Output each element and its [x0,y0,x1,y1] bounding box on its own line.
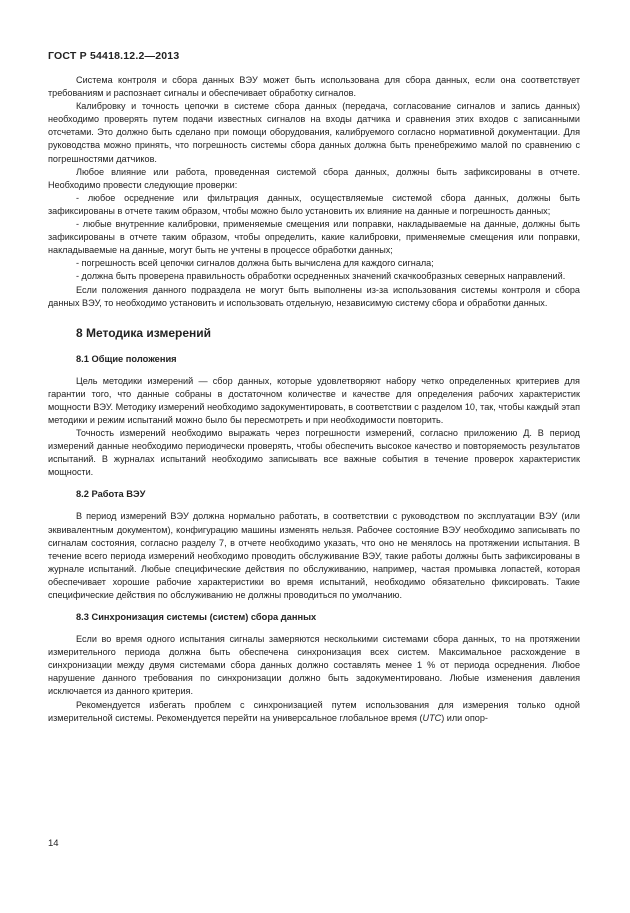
paragraph-text: ) или опор- [441,712,488,723]
paragraph: Если во время одного испытания сигналы замеряются несколькими системами сбора данных, то на протяжении измерительного периода должна быть обеспечена синхронизация всех систем. Максимальное расхождение в синхронизации между двумя системами сбора данных должно составлять менее 1 % от периода осреднения. Любое нарушение данного требования по синхронизации должно быть задокументировано. Любые изменения давления исключается из данного критерия. [48,634,580,697]
list-item: - любое осреднение или фильтрация данных, осуществляемые системой сбора данных, должны быть зафиксированы в отчете таким образом, чтобы можно было установить их влияние на данные и погрешность данных; [48,192,580,216]
paragraph: Любое влияние или работа, проведенная системой сбора данных, должны быть зафиксированы в отчете. Необходимо провести следующие проверки: [48,166,580,190]
paragraph-text: Рекомендуется избегать проблем с синхронизацией путем использования для измерения только одной измерительной системы. Рекомендуется перейти на универсальное глобальное время ( [48,699,580,723]
document-body [48,74,580,725]
list-item: - любые внутренние калибровки, применяемые смещения или поправки, накладываемые на данные, должны быть зафиксированы в отчете таким образом, чтобы определить, какие калибровки, применяемые смещения или поправки, накладываемые на данные, могут быть не учтены в процессе обработки данных; [48,219,580,256]
page-number: 14 [48,838,59,849]
paragraph: Точность измерений необходимо выражать через погрешности измерений, согласно приложению Д. В период измерений данные необходимо периодически проверять, чтобы обеспечить высокое качество и повторяемость результатов испытаний. В журналах испытаний необходимо записывать все важные события в течение проверок характеристик мощности. [48,428,580,478]
document-header: ГОСТ Р 54418.12.2—2013 [48,50,180,62]
subsection-title: 8.1 Общие положения [76,353,177,364]
list-item: - погрешность всей цепочки сигналов должна быть вычислена для каждого сигнала; [76,258,434,269]
subsection-title: 8.3 Синхронизация системы (систем) сбора данных [76,612,317,623]
subsection-title: 8.2 Работа ВЭУ [76,489,146,500]
paragraph [48,699,580,725]
section-title: 8 Методика измерений [76,325,212,340]
paragraph: Если положения данного подраздела не могут быть выполнены из-за использования системы контроля и сбора данных ВЭУ, то необходимо установить и использовать отдельную, независимую систему сбора и обработки данных. [48,284,580,308]
paragraph: Цель методики измерений — сбор данных, которые удовлетворяют набору четко определенных критериев для гарантии того, что данные собраны в достаточном количестве и качестве для определения рабочих характеристик мощности ВЭУ. Методику измерений необходимо задокументировать, в соответствии с разделом 10, так, чтобы каждый этап методики и режим испытаний можно было бы пересмотреть и при необходимости повторить. [48,375,580,425]
paragraph: Калибровку и точность цепочки в системе сбора данных (передача, согласование сигналов и запись данных) необходимо проверять путем подачи известных сигналов на входы датчика и сравнения этих входов с записанными отсчетами. Это должно быть сделано при помощи оборудования, калибруемого согласно нормативной документации. Для руководства можно принять, что погрешность системы сбора данных должна быть пренебрежимо малой по сравнению с погрешностями датчиков. [48,101,580,164]
paragraph: Система контроля и сбора данных ВЭУ может быть использована для сбора данных, если она соответствует требованиям и распознает сигналы и обеспечивает обработку сигналов. [48,75,580,99]
list-item: - должна быть проверена правильность обработки осредненных значений скачкообразных северных направлений. [76,271,566,282]
utc-abbreviation: UTC [422,712,442,723]
paragraph: В период измерений ВЭУ должна нормально работать, в соответствии с руководством по эксплуатации ВЭУ (или эквивалентным документом), конфигурацию машины изменять нельзя. Рабочее состояние ВЭУ необходимо записывать по сигналам состояния, согласно разделу 7, в отчете необходимо указать, что оно не менялось на протяжении испытания. В течение всего периода измерений необходимо проводить обслуживание ВЭУ, такие работы должны быть зафиксированы в журнале испытаний. Любые специфические действия по обслуживанию, например, частая промывка лопастей, которая обеспечивает хорошие рабочие характеристики во время испытаний, необходимо обязательно фиксировать. Такие специфические действия по обслуживанию не должны проводиться по умолчанию. [48,511,580,600]
